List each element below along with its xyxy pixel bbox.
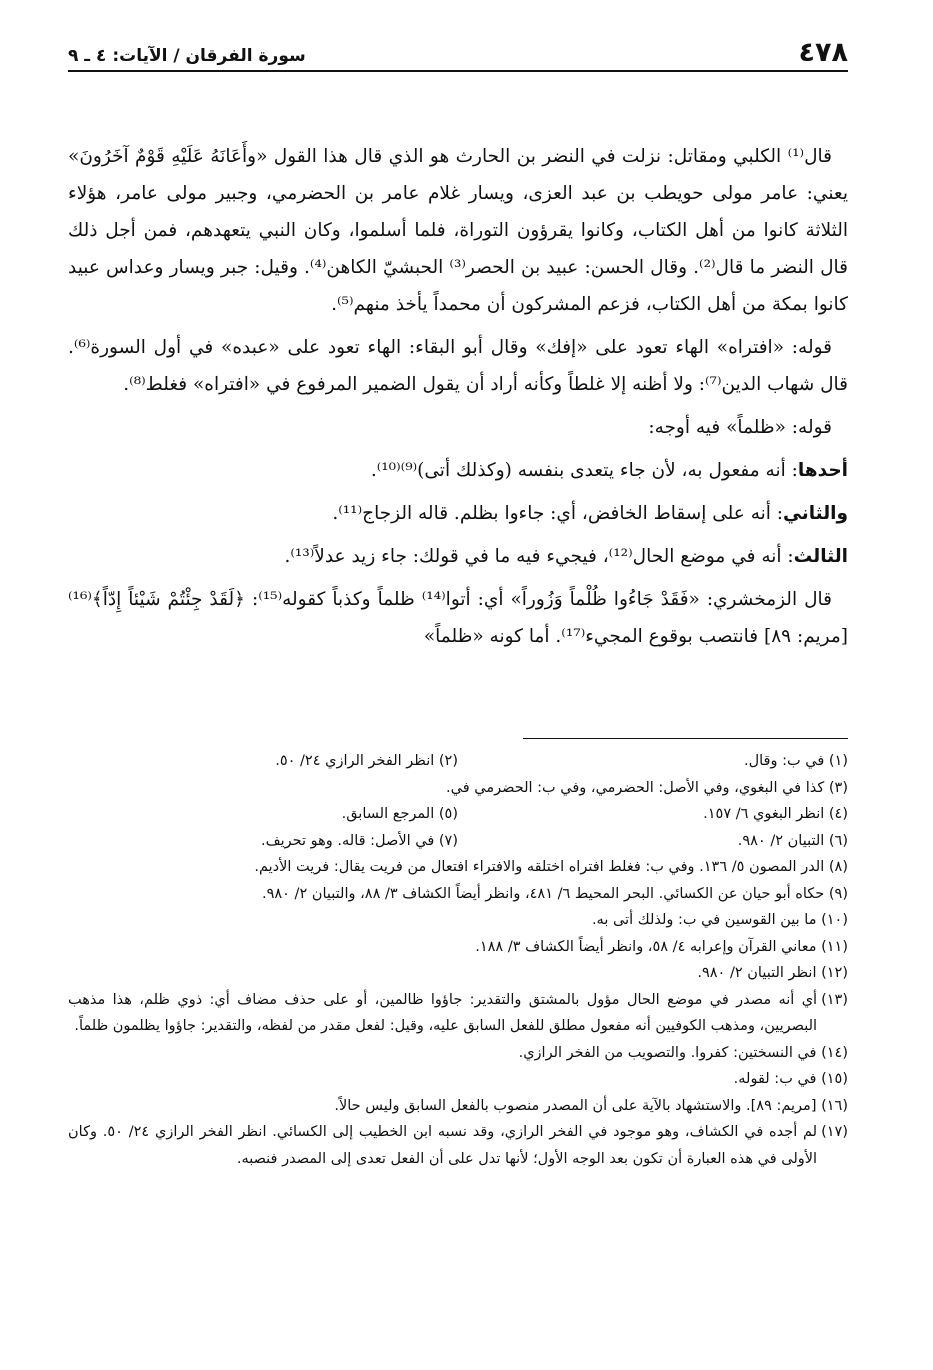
aspect-label: أحدها: [797, 460, 848, 481]
paragraph: قوله: «افتراه» الهاء تعود على «إفك» وقال أبو البقاء: الهاء تعود على «عبده» في أول السورة⁽⁶⁾. قال شهاب الدين⁽⁷⁾: ولا أظنه إلا غلطاً وكأنه أراد أن يقول الضمير المرفوع في «افتراه» فغلط⁽⁸⁾.: [68, 337, 848, 395]
footnote-row: [68, 828, 848, 855]
running-header: [68, 30, 848, 72]
footnote-row: [68, 748, 848, 775]
footnote-2: (٢) انظر الفخر الرازي ٢٤/ ٥٠.: [275, 753, 458, 769]
footnote-7: (٧) في الأصل: قاله. وهو تحريف.: [260, 832, 458, 849]
footnotes: [68, 748, 848, 1172]
paragraph: قوله: «ظلماً» فيه أوجه:: [648, 417, 832, 438]
footnote-number: (١٣): [821, 991, 848, 1008]
footnote-12: (١٢) انظر التبيان ٢/ ٩٨٠.: [697, 965, 848, 981]
footnote-1: (١) في ب: وقال.: [743, 753, 848, 769]
page: [68, 30, 848, 661]
aspect-item: [68, 452, 848, 489]
footnote-divider: [523, 738, 848, 739]
footnote-6: (٦) التبيان ٢/ ٩٨٠.: [737, 832, 848, 849]
footnote-row: [68, 801, 848, 828]
footnote-11: (١١) معاني القرآن وإعرابه ٤/ ٥٨، وانظر أيضاً الكشاف ٣/ ١٨٨.: [475, 938, 848, 955]
footnote-9: (٩) حكاه أبو حيان عن الكسائي. البحر المحيط ٦/ ٤٨١، وانظر أيضاً الكشاف ٣/ ٨٨، والتبيان ٢/ ٩٨٠.: [261, 885, 848, 902]
page-number: ٤٧٨: [798, 37, 848, 68]
paragraph: قال الزمخشري: «فَقَدْ جَاءُوا ظُلْماً وَزُوراً» أي: أتوا⁽¹⁴⁾ ظلماً وكذباً كقوله⁽¹⁵⁾: ﴿لَقَدْ جِئْتُمْ شَيْئاً إِدّاً﴾⁽¹⁶⁾ [مريم: ٨٩] فانتصب بوقوع المجيء⁽¹⁷⁾. أما كونه «ظلماً»: [68, 589, 848, 647]
footnote-5: (٥) المرجع السابق.: [341, 806, 458, 822]
footnote-14: (١٤) في النسختين: كفروا. والتصويب من الفخر الرازي.: [518, 1044, 848, 1061]
main-text: [68, 138, 848, 655]
footnote-17: [68, 1119, 848, 1172]
footnote-text: لم أجده في الكشاف، وهو موجود في الفخر الرازي، وقد نسبه ابن الخطيب إلى الكسائي. انظر الفخر الرازي ٢٤/ ٥٠. وكان الأولى في هذه العبارة أن تكون بعد الوجه الأول؛ لأنها تدل على أن الفعل تعدى إلى المصدر فنصبه.: [68, 1124, 818, 1167]
footnote-15: (١٥) في ب: لقوله.: [733, 1071, 848, 1087]
paragraph: قال⁽¹⁾ الكلبي ومقاتل: نزلت في النضر بن الحارث هو الذي قال هذا القول «وأَعَانَهُ عَلَيْهِ قَوْمٌ آخَرُونَ» يعني: عامر مولى حويطب بن عبد العزى، ويسار غلام عامر بن الحضرمي، وجبير مولى عامر، هؤلاء الثلاثة كانوا من أهل الكتاب، وكانوا يقرؤون التوراة، فلما أسلموا، وكان النبي يتعهدهم، فمن أجل ذلك قال النضر ما قال⁽²⁾. وقال الحسن: عبيد بن الحصر⁽³⁾ الحبشيّ الكاهن⁽⁴⁾. وقيل: جبر ويسار وعداس عبيد كانوا بمكة من أهل الكتاب، فزعم المشركون أن محمداً يأخذ منهم⁽⁵⁾.: [68, 146, 848, 315]
footnote-3: (٣) كذا في البغوي، وفي الأصل: الحضرمي، وفي ب: الحضرمي في.: [446, 779, 848, 796]
footnote-8: (٨) الدر المصون ٥/ ١٣٦. وفي ب: فغلط افتراه اختلقه والافتراء افتعال من فريت يقال: فريت الأديم.: [254, 859, 848, 875]
footnote-16: (١٦) [مريم: ٨٩]. والاستشهاد بالآية على أن المصدر منصوب بالفعل السابق وليس حالاً.: [334, 1097, 848, 1114]
footnote-13: [68, 987, 848, 1040]
aspect-label: الثالث: [793, 546, 848, 567]
aspect-text: : أنه في موضع الحال⁽¹²⁾، فيجيء فيه ما في قولك: جاء زيد عدلاً⁽¹³⁾.: [284, 546, 794, 567]
aspect-label: والثاني: [783, 503, 848, 524]
surah-title: سورة الفرقان / الآيات: ٤ ـ ٩: [68, 46, 306, 66]
footnote-text: أي أنه مصدر في موضع الحال مؤول بالمشتق والتقدير: جاؤوا ظالمين، أو على حذف مضاف أي: ذوي ظلم، هذا مذهب البصريين، ومذهب الكوفيين أنه مفعول مطلق للفعل السابق عليه، وقيل: لفعل مقدر من لفظه، والتقدير: جاؤوا يظلمون ظلماً.: [68, 991, 818, 1034]
aspect-item: [68, 495, 848, 532]
footnote-number: (١٧): [821, 1124, 848, 1140]
footnote-10: (١٠) ما بين القوسين في ب: ولذلك أتى به.: [591, 912, 848, 928]
aspect-text: : أنه مفعول به، لأن جاء يتعدى بنفسه (وكذلك أتى)⁽⁹⁾⁽¹⁰⁾.: [370, 460, 798, 481]
aspect-text: : أنه على إسقاط الخافض، أي: جاءوا بظلم. قاله الزجاج⁽¹¹⁾.: [332, 503, 784, 524]
aspect-item: [68, 538, 848, 575]
footnote-4: (٤) انظر البغوي ٦/ ١٥٧.: [703, 806, 848, 822]
